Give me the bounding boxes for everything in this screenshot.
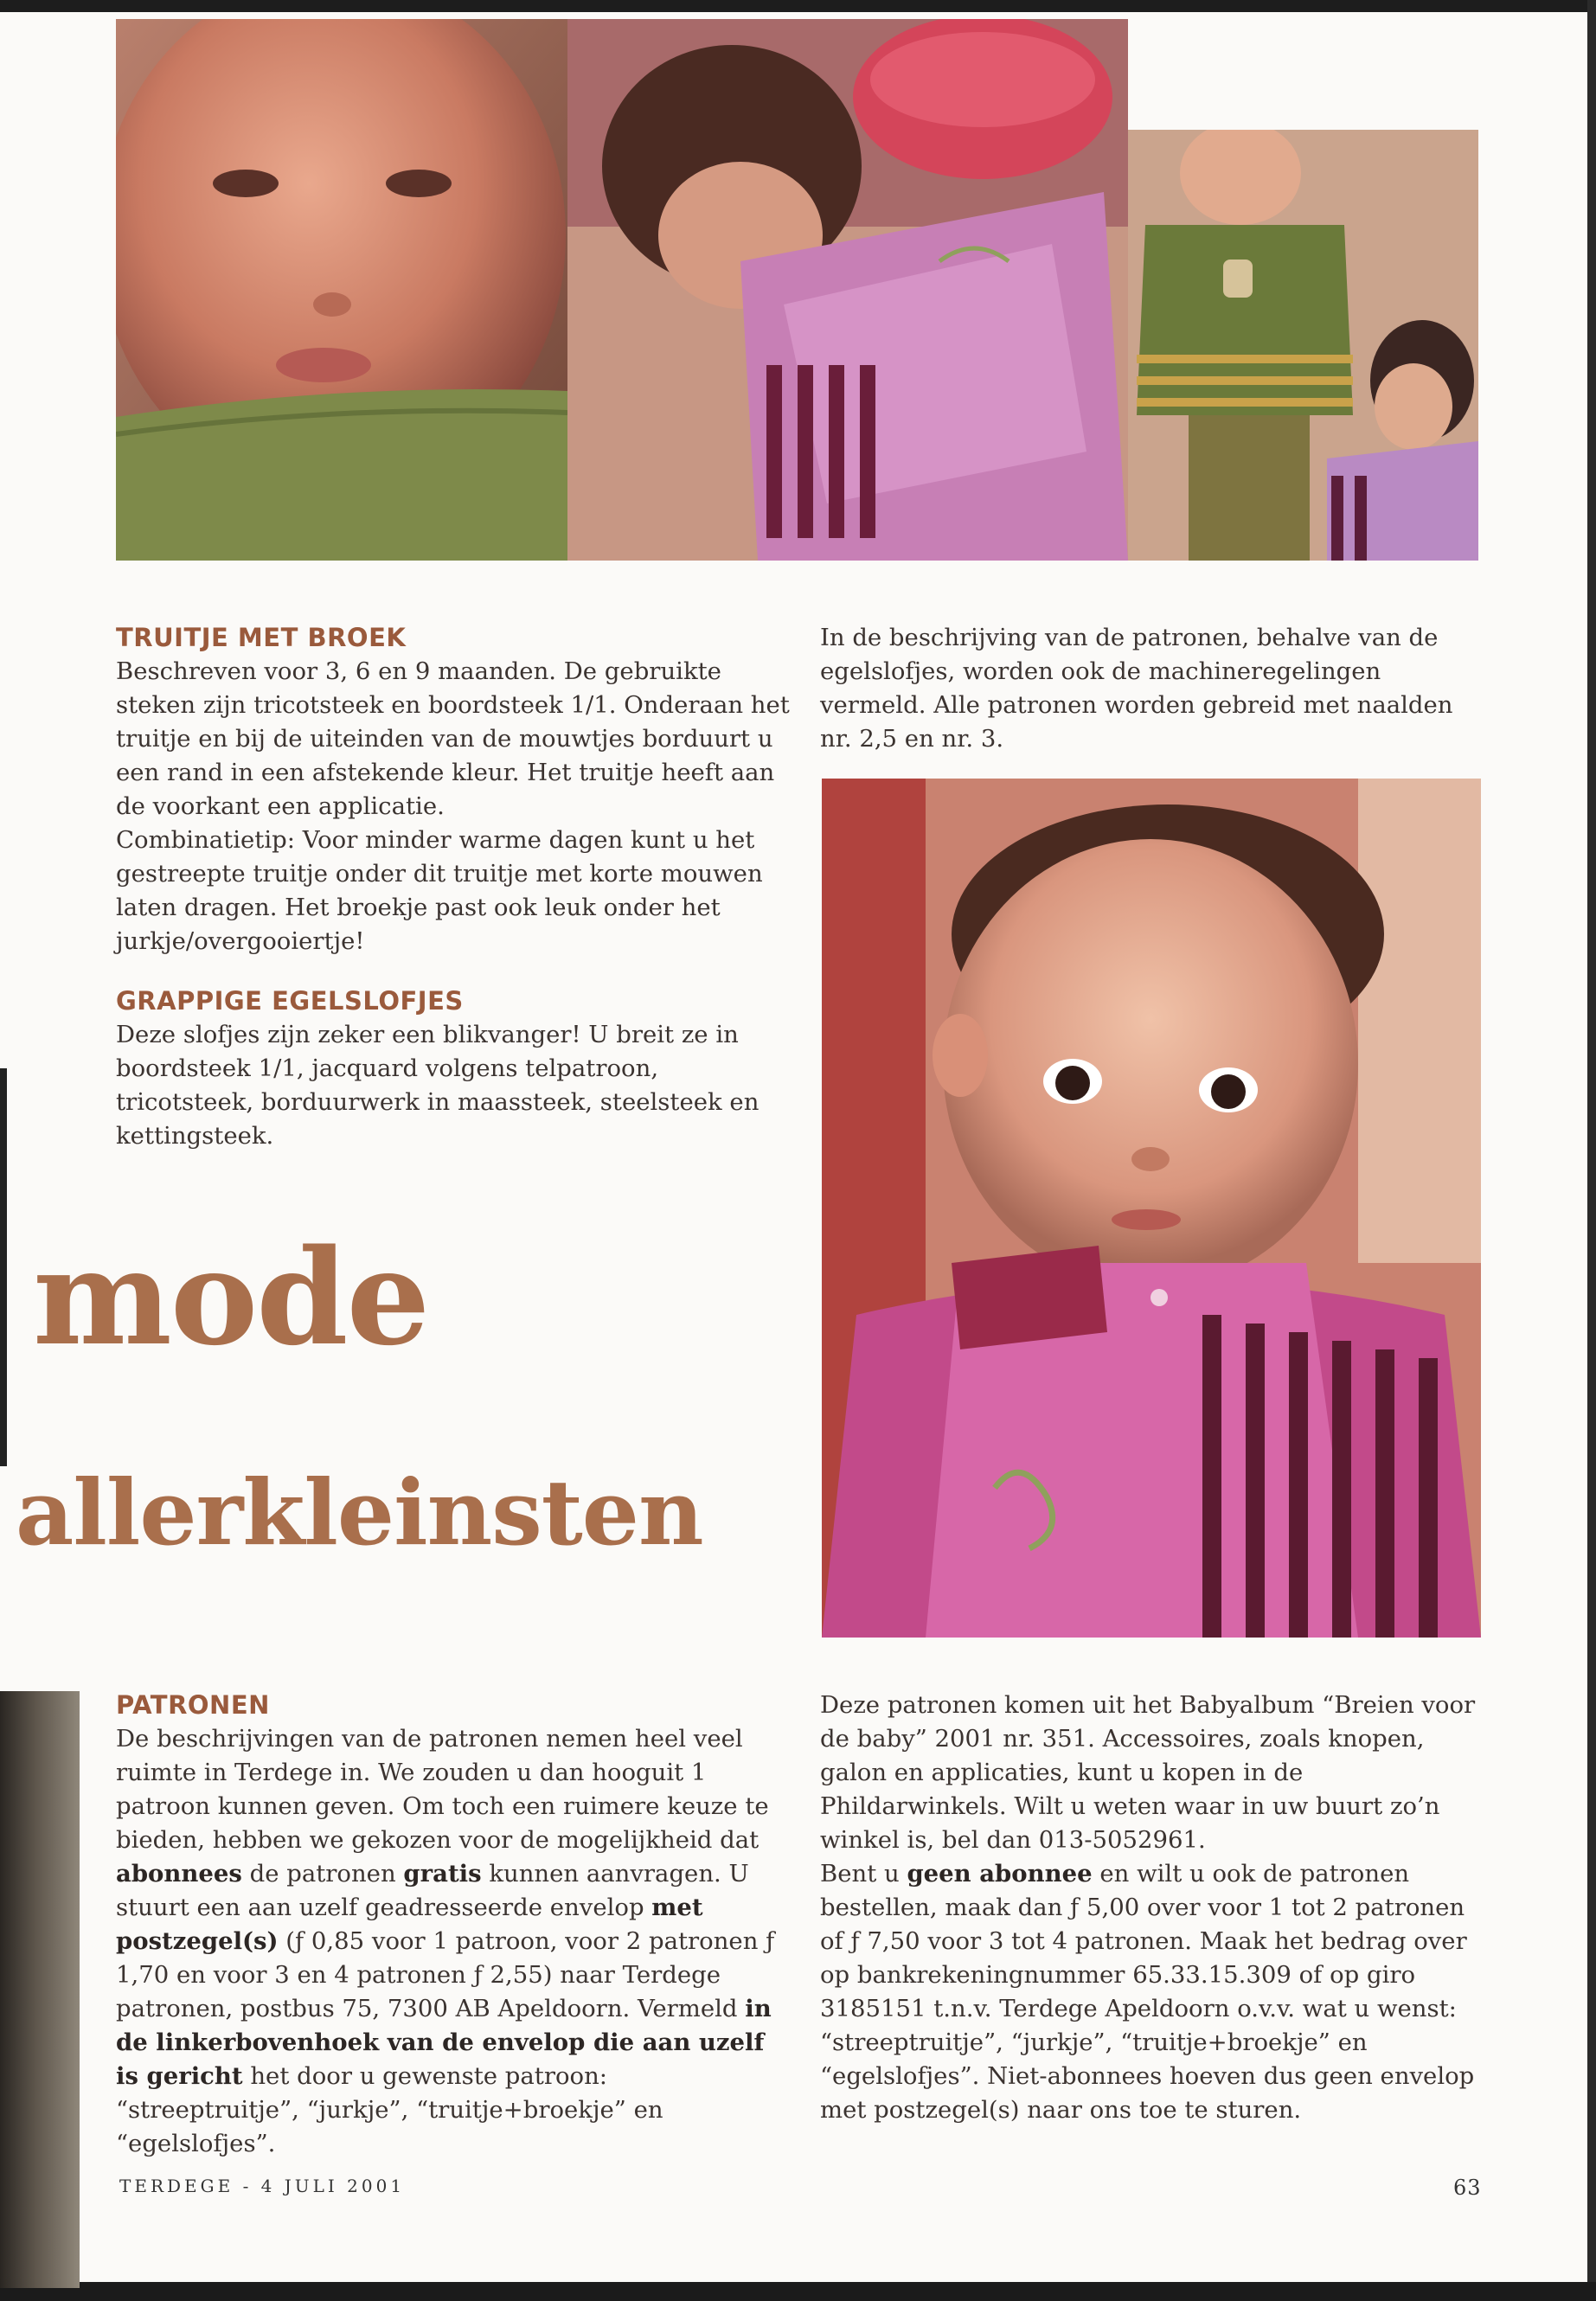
baby-portrait-pink-striped-photo [822,779,1481,1638]
page-title-line-1: mode [33,1220,429,1375]
babyalbum-text-1: Bent u [820,1860,907,1888]
babyalbum-bold-geen-abonnee: geen abonnee [907,1860,1093,1888]
patronen-text-2: de patronen [241,1860,404,1888]
babyalbum-paragraph-2 [820,1857,1486,2127]
patronen-text-1: De beschrijvingen van de patronen nemen heel veel ruimte in Terdege in. We zouden u dan hooguit 1 patroon kunnen geven. Om toch een ruimere keuze te bieden, hebben we gekozen voor de mogelijkheid dat [116,1725,769,1854]
truitje-section [116,621,791,958]
patronen-bold-linkerbovenhoek: in de linkerbovenhoek van de envelop die aan uzelf is gericht [116,1995,772,2090]
baby-face-green-sweater-photo [116,19,567,561]
scan-edge-top [0,0,1596,12]
truitje-paragraph-1: Beschreven voor 3, 6 en 9 maanden. De gebruikte steken zijn tricotsteek en boordsteek 1/1. Onderaan het truitje en bij de uiteinden van de mouwtjes borduurt u een rand in een afstekende kleur. Het truitje heeft aan de voorkant een applicatie. [116,657,790,820]
page-number: 63 [1453,2176,1482,2200]
scan-edge-left [0,1068,7,1466]
babyalbum-text-2: en wilt u ook de patronen bestellen, maak dan ƒ 5,00 over voor 1 tot 2 patronen of ƒ 7,50 voor 3 tot 4 patronen. Maak het bedrag over op bankrekeningnummer 65.33.15.309 of op giro 3185151 t.n.v. Terdege Apeldoorn o.v.v. wat u wenst: “streeptruitje”, “jurkje”, “truitje+broekje” en “egelslofjes”. Niet-abonnees hoeven dus geen envelop met postzegel(s) naar ons toe te sturen. [820,1860,1475,2124]
patronen-bold-abonnees: abonnees [116,1860,242,1888]
section-heading-truitje: TRUITJE MET BROEK [116,623,407,652]
patronen-text-5: het door u gewenste patroon: “streeptruitje”, “jurkje”, “truitje+broekje” en “egelslofjes”. [116,2062,663,2157]
section-heading-patronen: PATRONEN [116,1690,270,1720]
patronen-text-4: (ƒ 0,85 voor 1 patroon, voor 2 patronen ƒ 1,70 en voor 3 en 4 patronen ƒ 2,55) naar Terdege patronen, postbus 75, 7300 AB Apeldoorn. Vermeld [116,1927,775,2022]
section-heading-egelslofjes: GRAPPIGE EGELSLOFJES [116,986,464,1016]
truitje-paragraph-2: Combinatietip: Voor minder warme dagen kunt u het gestreepte truitje onder dit truitje met korte mouwen laten dragen. Het broekje past ook leuk onder het jurkje/overgooiertje! [116,826,763,955]
patronen-text-3: kunnen aanvragen. U stuurt een aan uzelf geadresseerde envelop [116,1860,749,1921]
footer-publication: TERDEGE - 4 JULI 2001 [119,2176,406,2196]
patronen-paragraph [116,1722,791,2161]
egelslofjes-paragraph: Deze slofjes zijn zeker een blikvanger! U breit ze in boordsteek 1/1, jacquard volgens telpatroon, tricotsteek, borduurwerk in maassteek, steelsteek en kettingsteek. [116,1021,760,1150]
scan-edge-bottom [0,2282,1596,2301]
babyalbum-paragraph-1: Deze patronen komen uit het Babyalbum “Breien voor de baby” 2001 nr. 351. Accessoires, zoals knopen, galon en applicaties, kunt u kopen in de Phildarwinkels. Wilt u weten waar in uw buurt zo’n winkel is, bel dan 013-5052961. [820,1691,1476,1854]
adjacent-page-edge [0,1691,80,2288]
machineregelingen-section [820,621,1486,756]
scan-edge-right [1587,0,1596,2301]
page-title-line-2: allerkleinsten [16,1459,703,1566]
egelslofjes-section [116,984,791,1153]
machineregelingen-paragraph: In de beschrijving van de patronen, behalve van de egelslofjes, worden ook de machineregelingen vermeld. Alle patronen worden gebreid met naalden nr. 2,5 en nr. 3. [820,624,1453,753]
baby-pink-overall-crawling-photo [567,19,1128,561]
two-toddlers-green-sweater-photo [1128,130,1478,561]
babyalbum-section [820,1689,1486,2127]
patronen-bold-postzegels: met postzegel(s) [116,1894,703,1955]
patronen-bold-gratis: gratis [403,1860,482,1888]
patronen-section [116,1689,791,2161]
